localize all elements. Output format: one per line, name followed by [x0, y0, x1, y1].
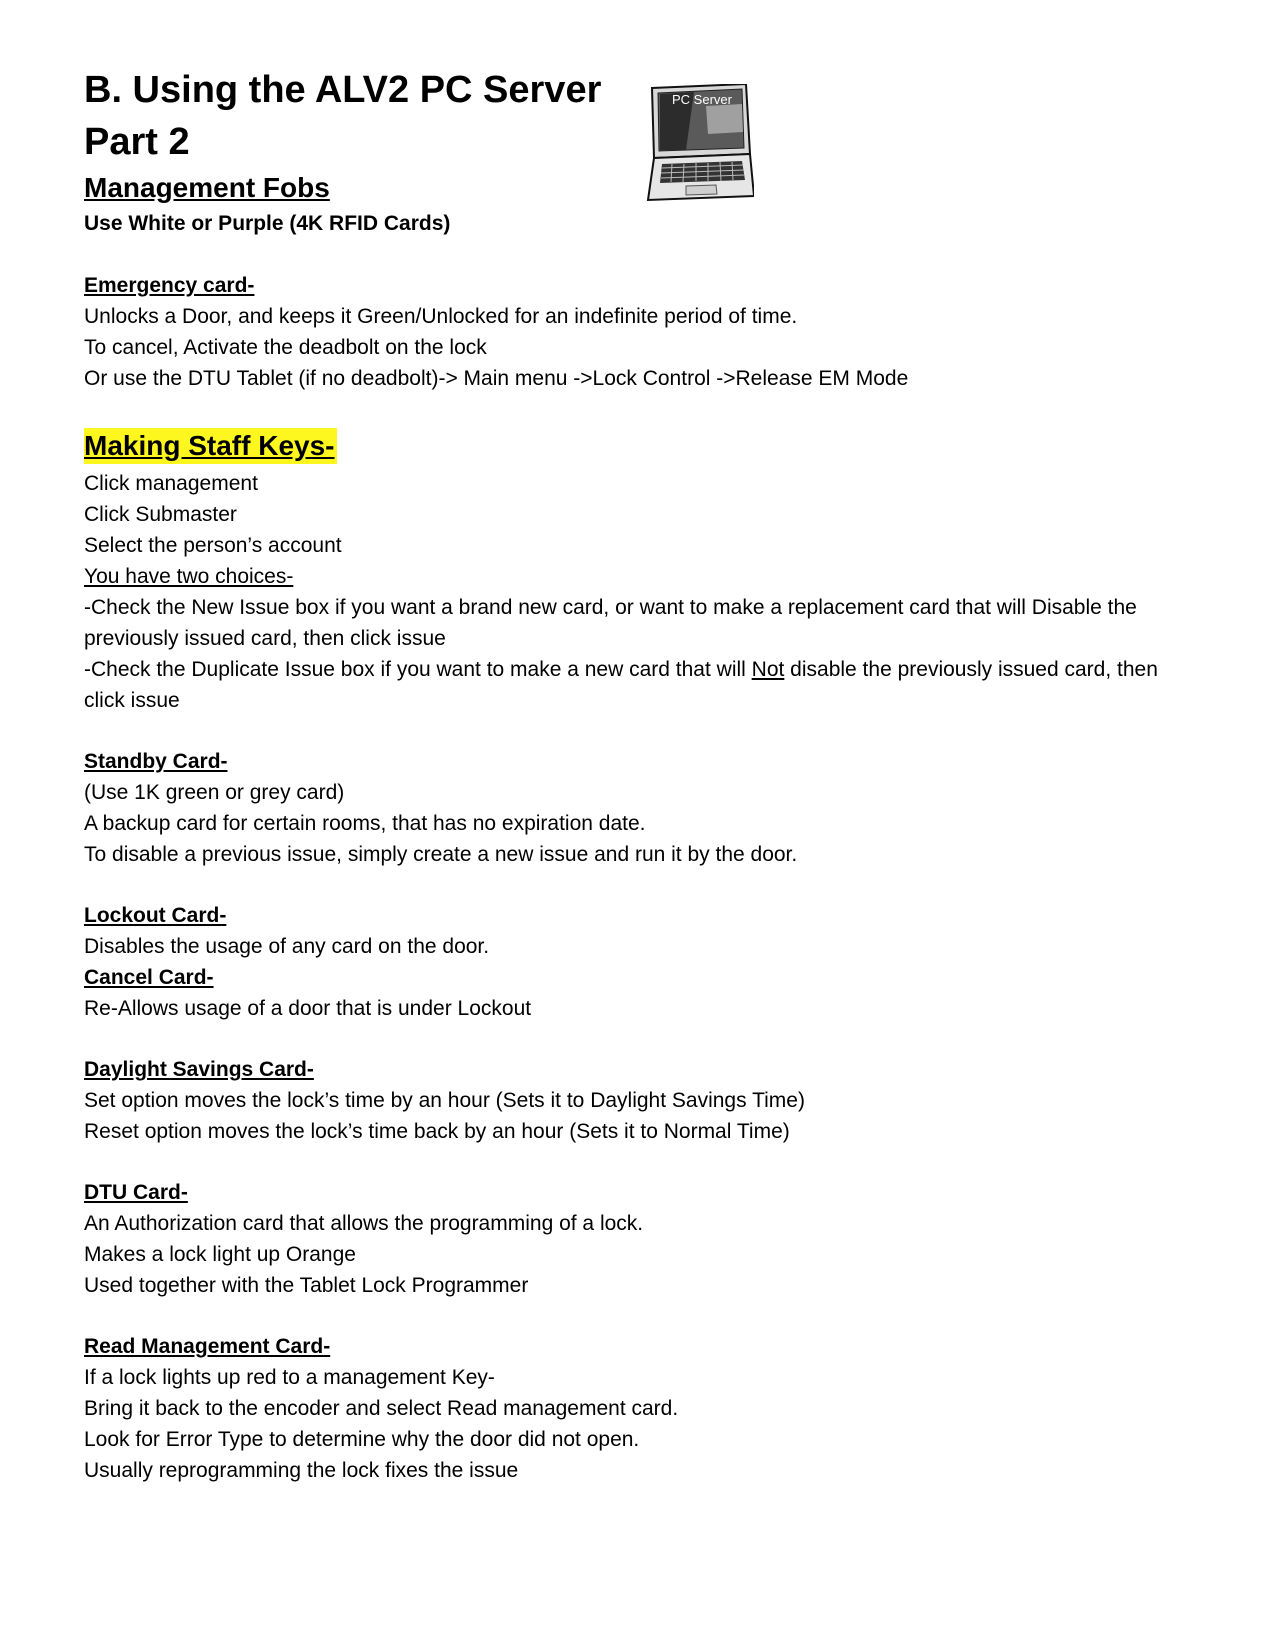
document-page — [84, 64, 1204, 1486]
staff-step-3: Select the person’s account — [84, 534, 342, 557]
read-management-heading: Read Management Card- — [84, 1335, 331, 1358]
emergency-line-3: Or use the DTU Tablet (if no deadbolt)-> Main menu ->Lock Control ->Release EM Mode — [84, 367, 909, 390]
dtu-card-heading: DTU Card- — [84, 1181, 188, 1204]
choice-duplicate-issue — [84, 654, 1204, 716]
dtu-line-3: Used together with the Tablet Lock Programmer — [84, 1274, 529, 1297]
standby-line-3: To disable a previous issue, simply create a new issue and run it by the door. — [84, 843, 798, 866]
choice2-before: -Check the Duplicate Issue box if you want to make a new card that will — [84, 658, 752, 681]
management-fobs-subtitle: Use White or Purple (4K RFID Cards) — [84, 212, 451, 235]
choice2-after: disable the previously issued card, then click issue — [84, 658, 1158, 712]
read-mgmt-line-4: Usually reprogramming the lock fixes the issue — [84, 1459, 519, 1482]
read-mgmt-line-2: Bring it back to the encoder and select Read management card. — [84, 1397, 679, 1420]
cancel-line: Re-Allows usage of a door that is under Lockout — [84, 997, 532, 1020]
emergency-line-2: To cancel, Activate the deadbolt on the lock — [84, 336, 487, 359]
read-mgmt-line-1: If a lock lights up red to a management Key- — [84, 1366, 495, 1389]
page-title-line2: Part 2 — [84, 121, 190, 163]
management-fobs-heading: Management Fobs — [84, 172, 330, 203]
emergency-card-heading: Emergency card- — [84, 274, 255, 297]
page-title-line1: B. Using the ALV2 PC Server — [84, 69, 602, 111]
dtu-line-1: An Authorization card that allows the programming of a lock. — [84, 1212, 644, 1235]
daylight-line-1: Set option moves the lock’s time by an hour (Sets it to Daylight Savings Time) — [84, 1089, 805, 1112]
standby-line-1: (Use 1K green or grey card) — [84, 781, 345, 804]
standby-line-2: A backup card for certain rooms, that has no expiration date. — [84, 812, 646, 835]
laptop-screen-text: PC Server — [672, 92, 732, 107]
cancel-card-heading: Cancel Card- — [84, 966, 214, 989]
making-staff-keys-heading: Making Staff Keys- — [84, 428, 337, 464]
staff-step-1: Click management — [84, 472, 258, 495]
standby-card-heading: Standby Card- — [84, 750, 228, 773]
choices-label: You have two choices- — [84, 565, 294, 588]
dtu-line-2: Makes a lock light up Orange — [84, 1243, 356, 1266]
lockout-line: Disables the usage of any card on the door. — [84, 935, 490, 958]
staff-step-2: Click Submaster — [84, 503, 237, 526]
daylight-savings-heading: Daylight Savings Card- — [84, 1058, 314, 1081]
read-mgmt-line-3: Look for Error Type to determine why the door did not open. — [84, 1428, 640, 1451]
choice2-emphasis: Not — [751, 658, 785, 681]
daylight-line-2: Reset option moves the lock’s time back by an hour (Sets it to Normal Time) — [84, 1120, 790, 1143]
emergency-line-1: Unlocks a Door, and keeps it Green/Unlocked for an indefinite period of time. — [84, 305, 798, 328]
lockout-card-heading: Lockout Card- — [84, 904, 227, 927]
choice-new-issue: -Check the New Issue box if you want a brand new card, or want to make a replacement card that will Disable the previously issued card, then click issue — [84, 596, 1137, 650]
